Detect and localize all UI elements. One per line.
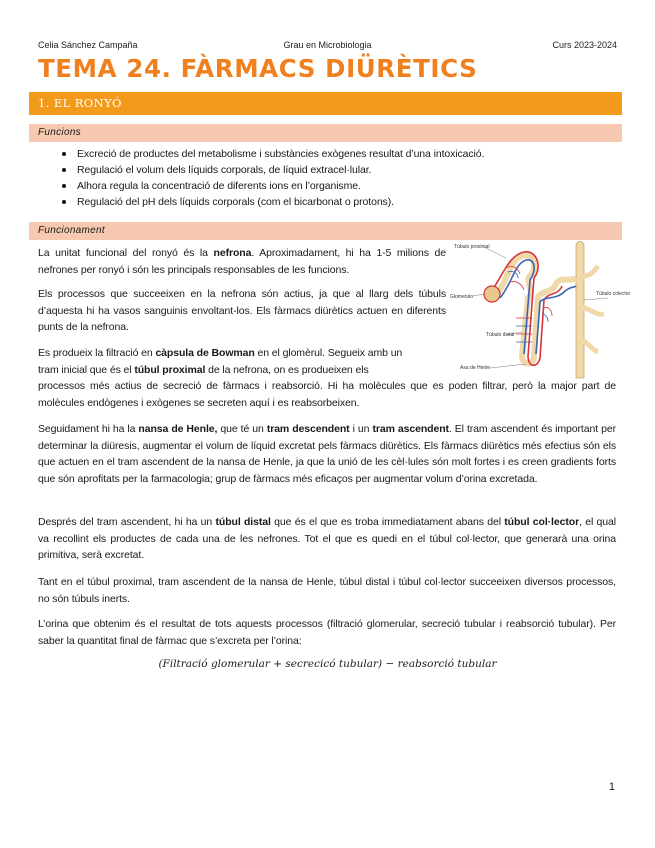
paragraph-tubuls: Tant en el túbul proximal, tram ascendent de la nansa de Henle, túbul distal i túbul col·lector succeeixen diversos processos, no són túbuls inerts. [38, 576, 616, 605]
label-distal: Túbulo distal [486, 332, 515, 338]
label-glomerulo: Glomerulo [450, 294, 474, 300]
bullet-icon [62, 168, 66, 172]
label-colector: Túbulo colector [596, 291, 631, 297]
subsection-heading-funcionament: Funcionament [29, 222, 622, 240]
list-item: Excreció de productes del metabolisme i substàncies exògenes resultat d’una intoxicació. [62, 146, 617, 162]
paragraph-filtracio-rest: processos més actius de secreció de fàrmacs i reabsorció. Hi ha molècules que es poden filtrar, però la major part de molècules endògenes i exògenes se secreten aquí i es reabsorbeixen. [38, 380, 616, 409]
paragraph-distal: Després del tram ascendent, hi ha un túbul distal que és el que es troba immediatament abans del túbul col·lector, el qual va recollint els productes de cada una de les nefrones. Tot el que es quedi en el túbul col·lector, que generarà una orina primitiva, serà excretat. [38, 516, 617, 561]
funcions-list [62, 146, 617, 210]
label-leader [584, 298, 608, 300]
subsection-heading-funcions: Funcions [29, 124, 622, 142]
bullet-icon [62, 152, 66, 156]
list-item: Alhora regula la concentració de diferents ions en l’organisme. [62, 178, 617, 194]
list-item: Regulació el volum dels líquids corporals, de líquid extracel·lular. [62, 162, 617, 178]
list-item: Regulació del pH dels líquids corporals (com el bicarbonat o protons). [62, 194, 617, 210]
degree-name: Grau en Microbiologia [283, 40, 372, 50]
author-name: Celia Sánchez Campaña [38, 40, 138, 50]
bullet-icon [62, 200, 66, 204]
paragraph-processos: Els processos que succeeixen en la nefrona són actius, ja que al llarg dels túbuls d’aquesta hi ha vasos sanguinis envoltant-los. Els fàrmacs diürètics actuen en diferents punts de la nefrona. [38, 288, 446, 333]
label-henle: Asa de Henle [460, 365, 491, 371]
paragraph-filtracio-l2: tram inicial que és el túbul proximal de la nefrona, on es produeixen els [38, 363, 369, 376]
glomerulus-shape [484, 286, 500, 302]
label-leader [490, 364, 526, 368]
course-year: Curs 2023-2024 [552, 40, 617, 50]
paragraph-nefrona: La unitat funcional del ronyó és la nefrona. Aproximadament, hi ha 1-5 milions de nefrones per ronyó i són les principals responsables de les funcions. [38, 247, 446, 276]
formula: (Filtració glomerular + secrecicó tubular) − reabsorció tubular [158, 658, 497, 670]
paragraph-henle: Seguidament hi ha la nansa de Henle, que té un tram descendent i un tram ascendent. El tram ascendent és important per determinar la diüresis, augmentar el volum de líquid excretat pels fàrmacs diürètics. Els fàrmacs diürètics més efectius són els que actuen en el tram ascendent de la nansa de Henle, ja que la unió de les cèl·lules són molt fortes i es creen gradients forts que són aprofitats per la farmacologia; grup de fàrmacs més eficaços per augmentar volum d’orina excretada. [38, 423, 616, 485]
page-header [38, 40, 617, 52]
page-number: 1 [608, 781, 615, 793]
section-heading: 1. EL RONYÓ [29, 92, 622, 115]
paragraph-orina: L’orina que obtenim és el resultat de tots aquests processos (filtració glomerular, secreció tubular i reabsorció tubular). Per saber la quantitat final de fàrmac que s’excreta per l’orina: [38, 618, 616, 647]
label-leader [473, 294, 484, 296]
bullet-icon [62, 184, 66, 188]
document-title: TEMA 24. FÀRMACS DIÜRÈTICS [38, 54, 478, 83]
nephron-diagram [448, 238, 631, 378]
label-proximal: Túbulo proximal [454, 244, 490, 250]
paragraph-filtracio-l1: Es produeix la filtració en càpsula de Bowman en el glomèrul. Segueix amb un [38, 347, 403, 359]
